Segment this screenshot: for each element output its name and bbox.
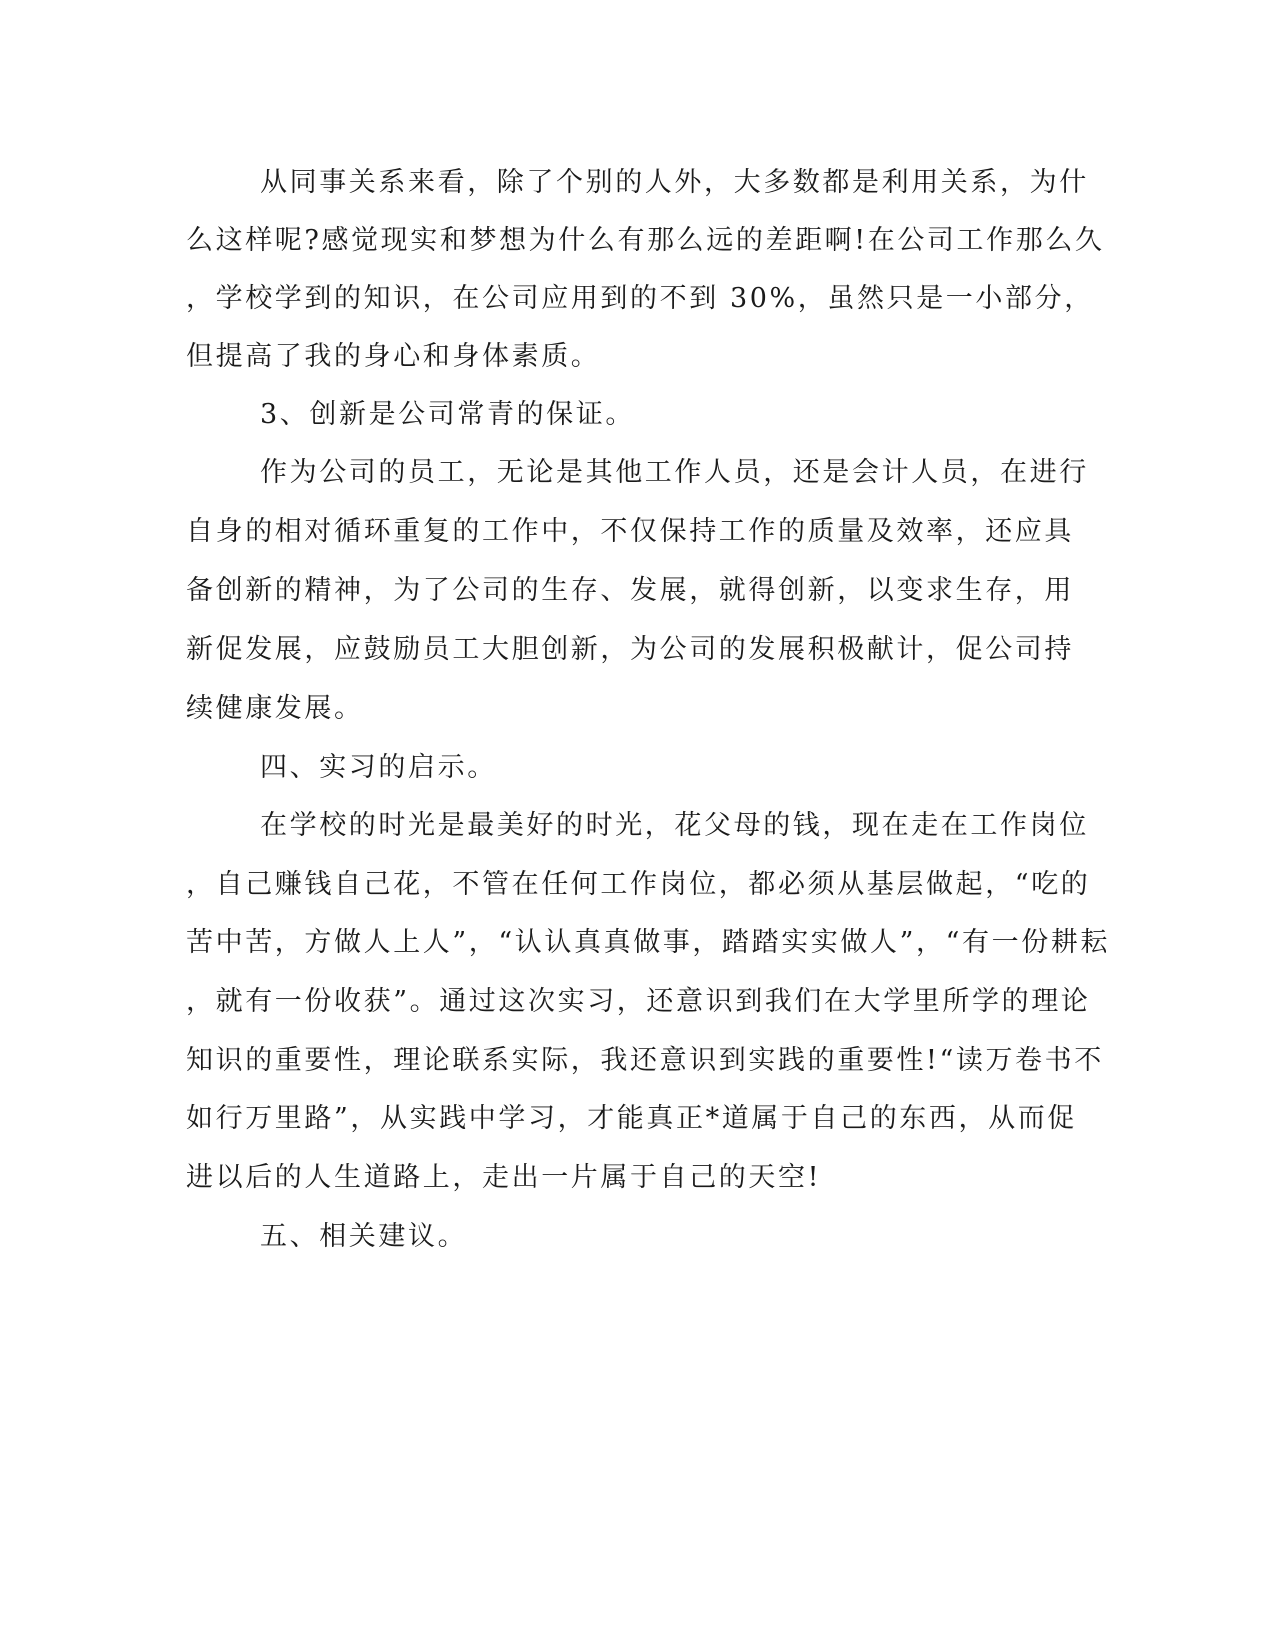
section-heading: 3、创新是公司常青的保证。 [260,399,635,430]
paragraph-line: 但提高了我的身心和身体素质。 [186,341,601,372]
paragraph-line: ，自己赚钱自己花，不管在任何工作岗位，都必须从基层做起，“吃的 [186,869,1091,900]
section-heading: 四、实习的启示。 [260,752,497,783]
section-heading: 五、相关建议。 [260,1221,468,1252]
paragraph-line: 从同事关系来看，除了个别的人外，大多数都是利用关系，为什 [260,167,1089,198]
paragraph-line: 如行万里路”，从实践中学习，才能真正*道属于自己的东西，从而促 [186,1103,1077,1134]
paragraph-line: 在学校的时光是最美好的时光，花父母的钱，现在走在工作岗位 [260,810,1089,841]
paragraph-line: 新促发展，应鼓励员工大胆创新，为公司的发展积极献计，促公司持 [186,634,1074,665]
paragraph-line: 自身的相对循环重复的工作中，不仅保持工作的质量及效率，还应具 [186,516,1074,547]
paragraph-line: 知识的重要性，理论联系实际，我还意识到实践的重要性!“读万卷书不 [186,1045,1104,1076]
paragraph-line: 进以后的人生道路上，走出一片属于自己的天空! [186,1162,822,1193]
paragraph-line: 么这样呢?感觉现实和梦想为什么有那么远的差距啊!在公司工作那么久 [186,225,1105,256]
paragraph-line: 备创新的精神，为了公司的生存、发展，就得创新，以变求生存，用 [186,575,1074,606]
paragraph-line: 作为公司的员工，无论是其他工作人员，还是会计人员，在进行 [260,457,1089,488]
paragraph-line: ，学校学到的知识，在公司应用到的不到 30%，虽然只是一小部分， [186,283,1094,314]
paragraph-line: 苦中苦，方做人上人”，“认认真真做事，踏踏实实做人”，“有一份耕耘 [186,927,1111,958]
paragraph-line: 续健康发展。 [186,693,364,724]
paragraph-line: ，就有一份收获”。通过这次实习，还意识到我们在大学里所学的理论 [186,986,1091,1017]
